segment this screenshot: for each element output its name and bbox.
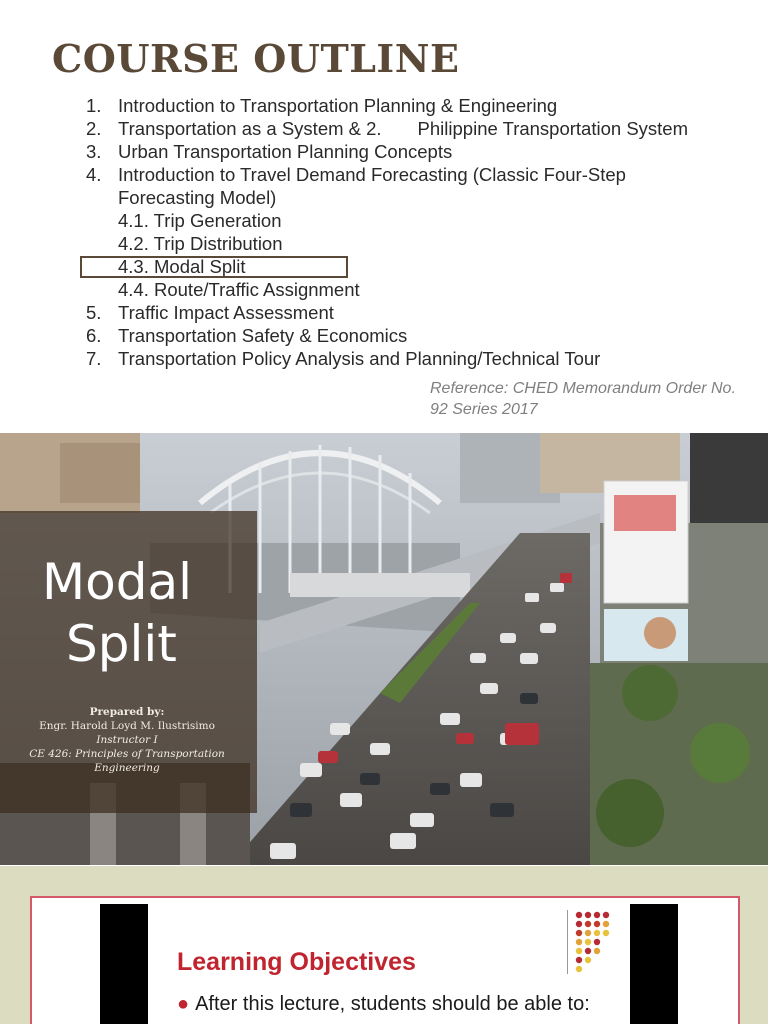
outline-text: 4.4. Route/Traffic Assignment <box>118 279 360 300</box>
objective-bullet <box>177 993 590 1016</box>
title-line-1: Modal <box>42 553 192 611</box>
dot-pattern-icon <box>574 910 624 980</box>
prepared-by-label: Prepared by: <box>89 706 165 718</box>
bullet-dot-icon: ● <box>177 993 190 1015</box>
outline-text: 4.3. Modal Split <box>118 256 246 277</box>
modal-split-title <box>42 551 192 675</box>
reference-line-1: Reference: CHED Memorandum Order No. <box>430 380 736 397</box>
outline-text: Forecasting Model) <box>118 187 277 208</box>
outline-text: Introduction to Travel Demand Forecasting (Classic Four-Step <box>118 164 626 185</box>
outline-text: Traffic Impact Assessment <box>118 302 334 323</box>
outline-number: 7. <box>86 348 102 369</box>
outline-text: 4.2. Trip Distribution <box>118 233 283 254</box>
learning-objectives-title: Learning Objectives <box>177 948 416 976</box>
slide-modal-split-title <box>0 433 768 865</box>
outline-number: 1. <box>86 95 102 116</box>
outline-text: Introduction to Transportation Planning & Engineering <box>118 95 558 116</box>
author-name: Engr. Harold Loyd M. Ilustrisimo <box>39 720 215 732</box>
outline-number: 2. <box>86 118 102 139</box>
outline-text: Transportation Policy Analysis and Planning/Technical Tour <box>118 348 601 369</box>
outline-number: 3. <box>86 141 102 162</box>
outline-text: Transportation Safety & Economics <box>118 325 408 346</box>
slide-learning-objectives <box>0 866 768 1024</box>
right-black-bar <box>630 904 678 1024</box>
title-line-2: Split <box>66 615 177 673</box>
course-line-2: Engineering <box>94 762 160 774</box>
reference-line-2: 92 Series 2017 <box>430 401 538 418</box>
outline-number: 5. <box>86 302 102 323</box>
modal-split-highlight-box <box>80 256 348 278</box>
reference-note <box>430 378 750 420</box>
course-outline-title: COURSE OUTLINE <box>52 36 460 81</box>
author-role: Instructor I <box>96 734 158 746</box>
outline-text: Transportation as a System & 2. Philippine Transportation System <box>118 118 688 139</box>
objectives-frame <box>30 896 740 1024</box>
outline-text: 4.1. Trip Generation <box>118 210 282 231</box>
slide-course-outline <box>0 0 768 432</box>
outline-text: Urban Transportation Planning Concepts <box>118 141 453 162</box>
divider-line <box>567 910 568 974</box>
credits-block <box>18 705 236 775</box>
course-line-1: CE 426: Principles of Transportation <box>29 748 225 760</box>
objective-text: After this lecture, students should be able to: <box>195 993 590 1015</box>
outline-number: 6. <box>86 325 102 346</box>
left-black-bar <box>100 904 148 1024</box>
outline-number: 4. <box>86 164 102 185</box>
